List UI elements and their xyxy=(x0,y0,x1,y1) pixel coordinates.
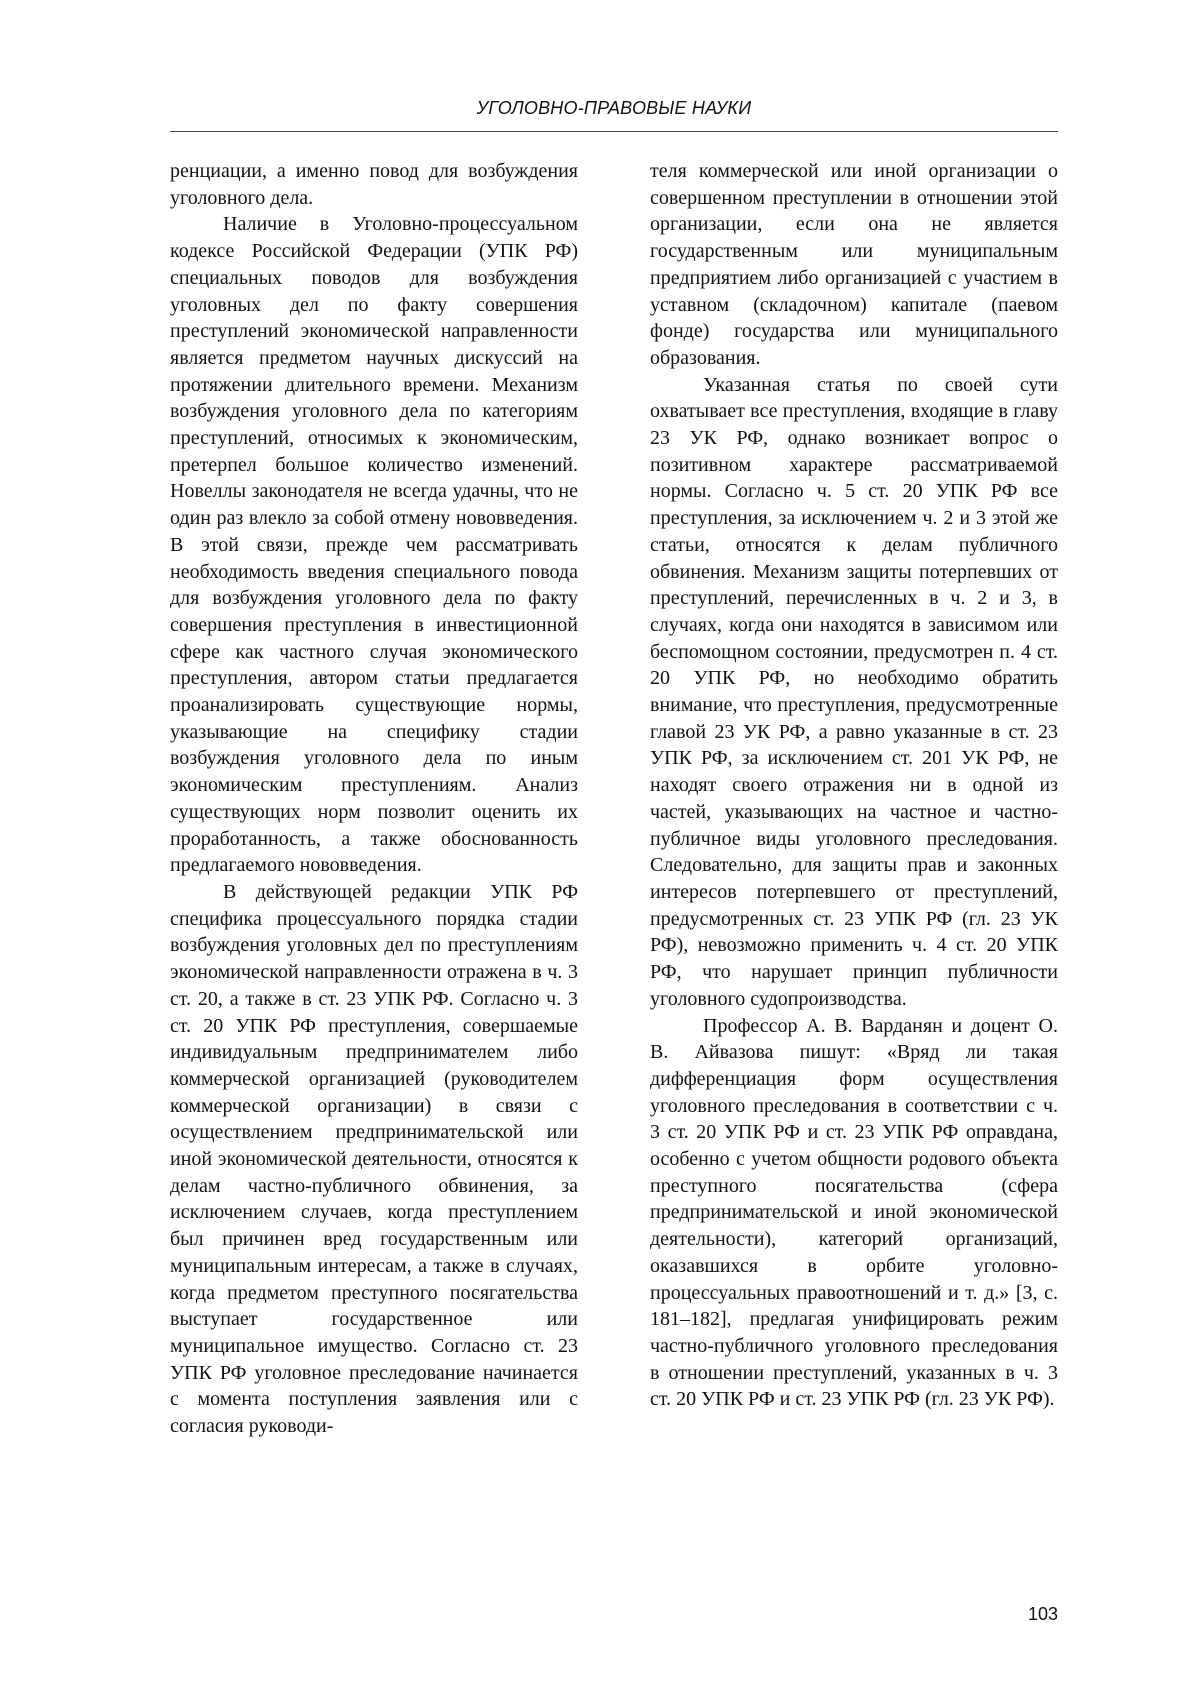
right-column xyxy=(650,158,1058,1413)
header-rule xyxy=(170,131,1058,132)
paragraph-continuation: теля коммерческой или иной организации о совершенном преступлении в отношении этой организации, если она не является государственным или муниципальным предприятием либо организацией с участием в уставном (складочном) капитале (паевом фонде) государства или муниципального образования. xyxy=(650,160,1058,369)
running-head: УГОЛОВНО-ПРАВОВЫЕ НАУКИ xyxy=(476,98,752,118)
paragraph: Профессор А. В. Варданян и доцент О. В. Айвазова пишут: «Вряд ли такая дифференциация форм осуществления уголовного преследования в соответствии с ч. 3 ст. 20 УПК РФ и ст. 23 УПК РФ оправдана, особенно с учетом общности родового объекта преступного посягательства (сфера предпринимательской и иной экономической деятельности), категорий организаций, оказавшихся в орбите уголовно-процессуальных правоотношений и т. д.» [3, с. 181–182], предлагая унифицировать режим частно-публичного уголовного преследования в отношении преступлений, указанных в ч. 3 ст. 20 УПК РФ и ст. 23 УПК РФ (гл. 23 УК РФ). xyxy=(650,1014,1058,1411)
paragraph-continuation: ренциации, а именно повод для возбуждения уголовного дела. xyxy=(170,160,578,209)
left-column xyxy=(170,158,578,1440)
paragraph: В действующей редакции УПК РФ специфика процессуального порядка стадии возбуждения уголовных дел по преступлениям экономической направленности отражена в ч. 3 ст. 20, а также в ст. 23 УПК РФ. Согласно ч. 3 ст. 20 УПК РФ преступления, совершаемые индивидуальным предпринимателем либо коммерческой организацией (руководителем коммерческой организации) в связи с осуществлением предпринимательской или иной экономической деятельности, относятся к делам частно-публичного обвинения, за исключением случаев, когда преступлением был причинен вред государственным или муниципальным интересам, а также в случаях, когда предметом преступного посягательства выступает государственное или муниципальное имущество. Согласно ст. 23 УПК РФ уголовное преследование начинается с момента поступления заявления или с согласия руководи- xyxy=(170,880,578,1438)
page-number: 103 xyxy=(1027,1604,1058,1624)
paragraph: Указанная статья по своей сути охватывает все преступления, входящие в главу 23 УК РФ, однако возникает вопрос о позитивном характере рассматриваемой нормы. Согласно ч. 5 ст. 20 УПК РФ все преступления, за исключением ч. 2 и 3 этой же статьи, относятся к делам публичного обвинения. Механизм защиты потерпевших от преступлений, перечисленных в ч. 2 и 3, в случаях, когда они находятся в зависимом или беспомощном состоянии, предусмотрен п. 4 ст. 20 УПК РФ, но необходимо обратить внимание, что преступления, предусмотренные главой 23 УК РФ, а равно указанные в ст. 23 УПК РФ, за исключением ст. 201 УК РФ, не находят своего отражения ни в одной из частей, указывающих на частное и частно-публичное виды уголовного преследования. Следовательно, для защиты прав и законных интересов потерпевшего от преступлений, предусмотренных ст. 23 УПК РФ (гл. 23 УК РФ), невозможно применить ч. 4 ст. 20 УПК РФ, что нарушает принцип публичности уголовного судопроизводства. xyxy=(650,373,1058,1010)
paragraph: Наличие в Уголовно-процессуальном кодексе Российской Федерации (УПК РФ) специальных поводов для возбуждения уголовных дел по факту совершения преступлений экономической направленности является предметом научных дискуссий на протяжении длительного времени. Механизм возбуждения уголовного дела по категориям преступлений, относимых к экономическим, претерпел большое количество изменений. Новеллы законодателя не всегда удачны, что не один раз влекло за собой отмену нововведения. В этой связи, прежде чем рассматривать необходимость введения специального повода для возбуждения уголовного дела по факту совершения преступления в инвестиционной сфере как частного случая экономического преступления, автором статьи предлагается проанализировать существующие нормы, указывающие на специфику стадии возбуждения уголовного дела по иным экономическим преступлениям. Анализ существующих норм позволит оценить их проработанность, а также обоснованность предлагаемого нововведения. xyxy=(170,213,578,877)
